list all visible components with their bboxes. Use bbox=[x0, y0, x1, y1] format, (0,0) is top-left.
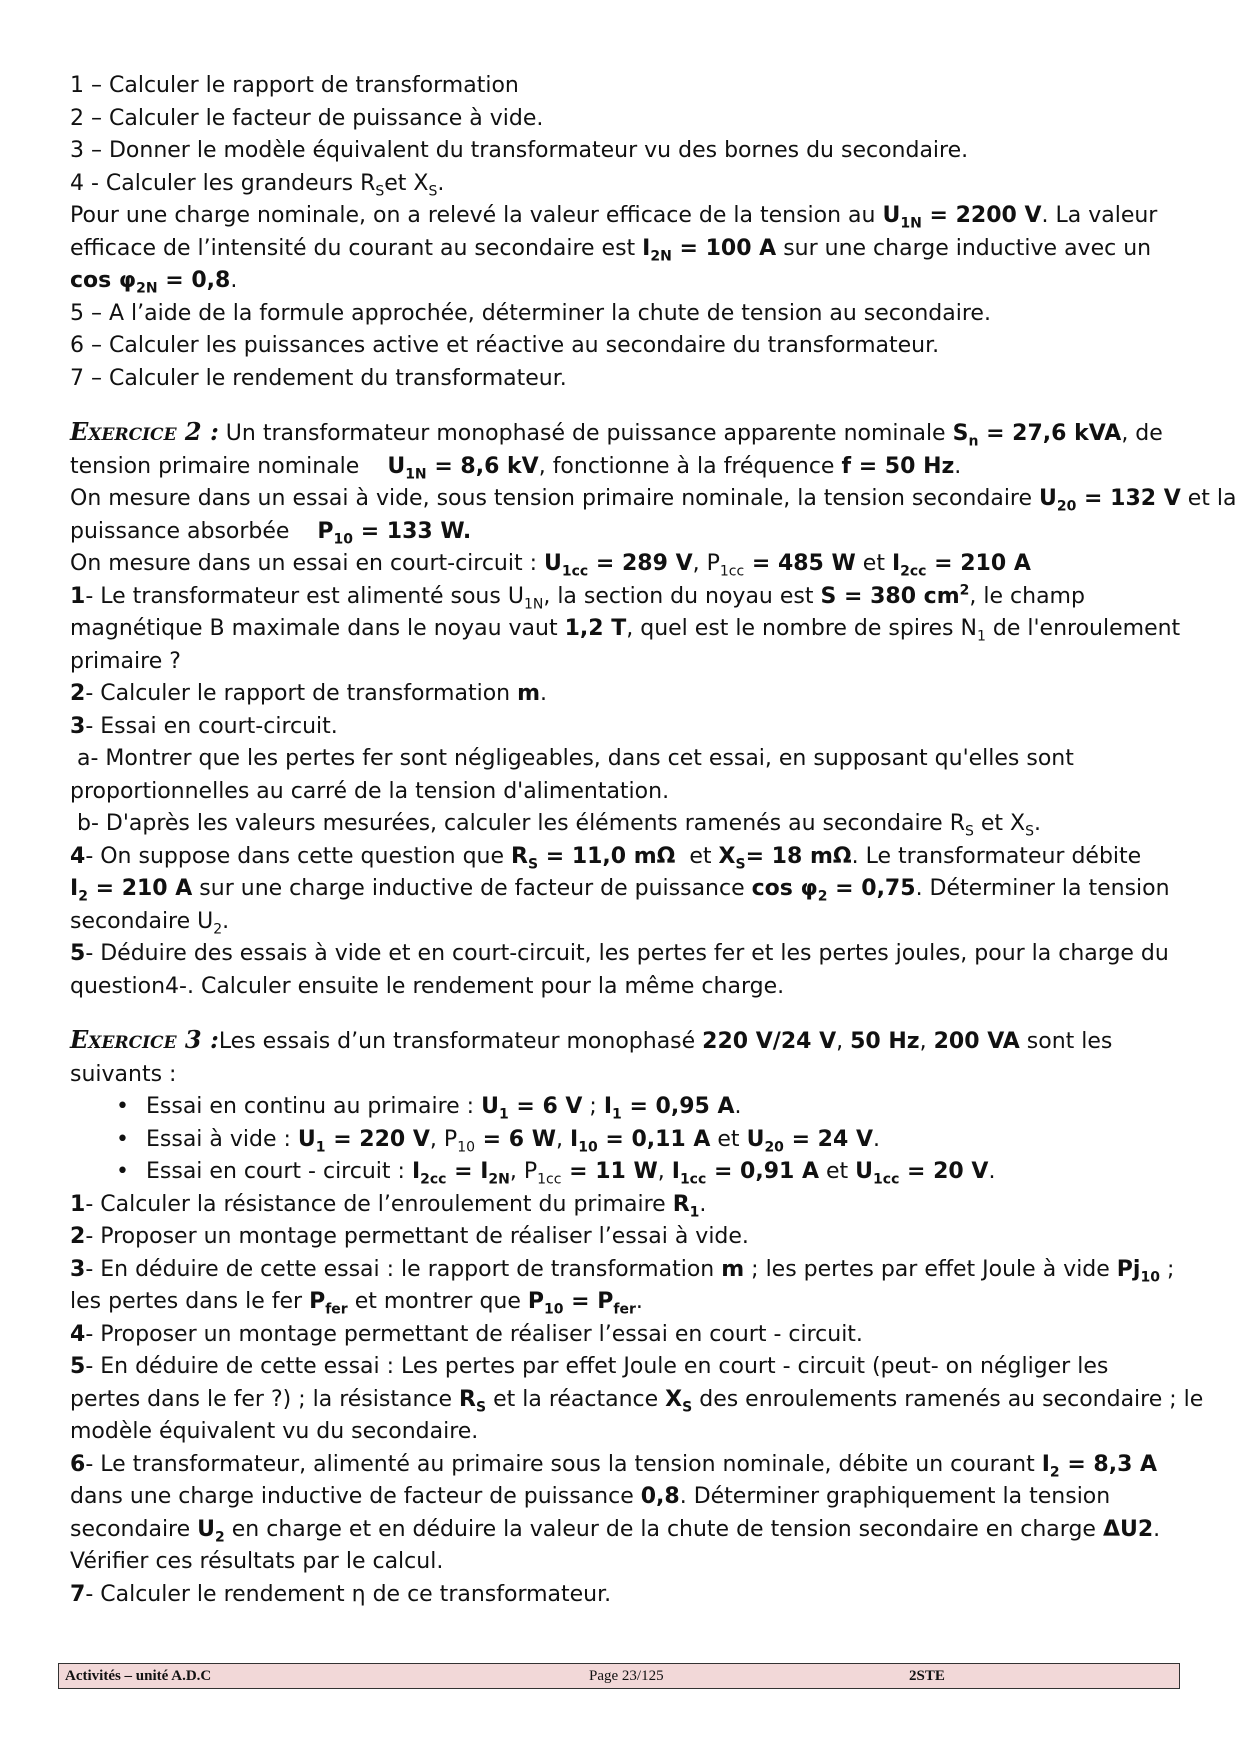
footer-class-label: 2STE bbox=[909, 1668, 945, 1684]
ex3-question-3-line-1: 3- En déduire de cette essai : le rapport de transformation m ; les pertes par effet Joule à vide $Pj_{10}$ ; bbox=[70, 1256, 1175, 1285]
ex2-question-4-line-1: 4- On suppose dans cette question que $R_S = 11,0$ mΩ et $X_S= 18$ mΩ. Le transformateur débite bbox=[70, 843, 1142, 872]
page-content bbox=[70, 70, 1237, 1611]
ex3-question-1: 1- Calculer la résistance de l’enroulement du primaire $R_1$. bbox=[70, 1191, 707, 1220]
ex3-line-1: Exercice 3 :Les essais d’un transformateur monophasé 220 V/24 V, 50 Hz, 200 VA sont les bbox=[70, 1025, 1113, 1054]
intro-question-3: 3 – Donner le modèle équivalent du transformateur vu des bornes du secondaire. bbox=[70, 138, 969, 163]
ex3-bullet-continu: • Essai en continu au primaire : $U_1 = 6$ V ; $I_1 = 0,95$ A. bbox=[146, 1091, 1180, 1124]
ex3-question-6-line-1: 6- Le transformateur, alimenté au primaire sous la tension nominale, débite un courant $I_2 = 8,3$ A bbox=[70, 1451, 1158, 1480]
ex2-question-5-line-1: 5- Déduire des essais à vide et en court-circuit, les pertes fer et les pertes joules, pour la charge du bbox=[70, 941, 1169, 966]
ex3-question-5-line-3: modèle équivalent vu du secondaire. bbox=[70, 1419, 479, 1444]
ex3-question-3-line-2: les pertes dans le fer $P_{fer}$ et montrer que $P_{10} = P_{fer}$. bbox=[70, 1289, 643, 1318]
ex3-bullet-vide: • Essai à vide : $U_1 = 220$ V, $P_{10} = 6$ W, $I_{10} = 0,11$ A et $U_{20} = 24$ V. bbox=[146, 1124, 1180, 1157]
ex2-title: Exercice 2 : bbox=[70, 417, 219, 446]
ex2-line-2: tension primaire nominale $U_{1N} = 8,6$ kV, fonctionne à la fréquence f = 50 Hz. bbox=[70, 453, 962, 482]
ex3-question-4: 4- Proposer un montage permettant de réaliser l’essai en court - circuit. bbox=[70, 1321, 863, 1347]
ex2-question-4-line-2: $I_2 = 210$ A sur une charge inductive de facteur de puissance $\cos \varphi_2 = 0,75$. Déterminer la tension bbox=[70, 876, 1170, 905]
ex2-question-3a-line-1: a- Montrer que les pertes fer sont négligeables, dans cet essai, en supposant qu'elles sont bbox=[70, 746, 1074, 771]
ex2-question-1-line-1: 1- Le transformateur est alimenté sous $U_{1N}$, la section du noyau est S = 380 $cm^2$, le champ bbox=[70, 582, 1085, 612]
ex3-question-2: 2- Proposer un montage permettant de réaliser l’essai à vide. bbox=[70, 1224, 749, 1249]
intro-question-5: 5 – A l’aide de la formule approchée, déterminer la chute de tension au secondaire. bbox=[70, 300, 991, 326]
ex2-line-4: puissance absorbée $P_{10} = 133$ W. bbox=[70, 518, 472, 547]
page-footer bbox=[58, 1663, 1180, 1689]
ex3-line-2: suivants : bbox=[70, 1061, 177, 1087]
ex2-line-1: Exercice 2 : Un transformateur monophasé de puissance apparente nominale $S_n = 27,6$ kVA, de bbox=[70, 417, 1163, 450]
ex2-question-5-line-2: question4-. Calculer ensuite le rendement pour la même charge. bbox=[70, 973, 785, 999]
ex2-question-4-line-3: secondaire $U_2$. bbox=[70, 908, 230, 937]
ex3-question-5-line-1: 5- En déduire de cette essai : Les pertes par effet Joule en court - circuit (peut- on négliger les bbox=[70, 1354, 1109, 1379]
ex2-question-2: 2- Calculer le rapport de transformation m. bbox=[70, 681, 548, 706]
ex3-question-5-line-2: pertes dans le fer ?) ; la résistance $R_S$ et la réactance $X_S$ des enroulements ramenés au secondaire ; le bbox=[70, 1386, 1204, 1415]
ex3-question-7: 7- Calculer le rendement η de ce transformateur. bbox=[70, 1581, 612, 1607]
intro-paragraph-line-2: efficace de l’intensité du courant au secondaire est $I_{2N} = 100$ A sur une charge inductive avec un bbox=[70, 235, 1152, 264]
ex3-question-6-line-4: Vérifier ces résultats par le calcul. bbox=[70, 1549, 444, 1574]
footer-page-number: Page 23/125 bbox=[589, 1668, 664, 1684]
ex3-title: Exercice 3 : bbox=[70, 1025, 219, 1054]
intro-paragraph-line-1: Pour une charge nominale, on a relevé la valeur efficace de la tension au $U_{1N} = 2200$ V. La valeur bbox=[70, 203, 1158, 232]
ex2-question-3a-line-2: proportionnelles au carré de la tension d'alimentation. bbox=[70, 778, 670, 804]
ex3-test-list bbox=[70, 1091, 1180, 1189]
ex2-line-3: On mesure dans un essai à vide, sous tension primaire nominale, la tension secondaire $U_{20} = 132$ V et la bbox=[70, 486, 1237, 515]
footer-unit-label: Activités – unité A.D.C bbox=[65, 1668, 212, 1684]
ex2-question-1-line-3: primaire ? bbox=[70, 648, 181, 674]
ex2-question-3b: b- D'après les valeurs mesurées, calculer les éléments ramenés au secondaire $R_S$ et $X_S$. bbox=[70, 811, 1041, 840]
ex3-question-6-line-2: dans une charge inductive de facteur de puissance 0,8. Déterminer graphiquement la tension bbox=[70, 1484, 1111, 1509]
intro-question-1: 1 – Calculer le rapport de transformation bbox=[70, 73, 519, 98]
intro-paragraph-line-3: $\cos \varphi_{2N} = 0,8$. bbox=[70, 268, 238, 297]
ex3-question-6-line-3: secondaire $U_2$ en charge et en déduire la valeur de la chute de tension secondaire en charge ΔU2. bbox=[70, 1516, 1161, 1545]
ex2-question-1-line-2: magnétique B maximale dans le noyau vaut 1,2 T, quel est le nombre de spires $N_1$ de l'enroulement bbox=[70, 616, 1181, 645]
intro-question-2: 2 – Calculer le facteur de puissance à vide. bbox=[70, 105, 544, 131]
ex3-bullet-court-circuit: • Essai en court - circuit : $I_{2cc} = I_{2N}$, $P_{1cc} = 11$ W, $I_{1cc} = 0,91$ A et $U_{1cc} = 20$ V. bbox=[146, 1156, 1180, 1189]
ex2-question-3: 3- Essai en court-circuit. bbox=[70, 713, 338, 739]
ex2-line-5: On mesure dans un essai en court-circuit : $U_{1cc} = 289$ V, $P_{1cc} = 485$ W et $I_{2cc} = 210$ A bbox=[70, 551, 1031, 580]
intro-question-7: 7 – Calculer le rendement du transformateur. bbox=[70, 365, 567, 391]
intro-question-4: 4 - Calculer les grandeurs $R_Set$ $X_S$. bbox=[70, 170, 445, 199]
intro-question-6: 6 – Calculer les puissances active et réactive au secondaire du transformateur. bbox=[70, 333, 940, 358]
